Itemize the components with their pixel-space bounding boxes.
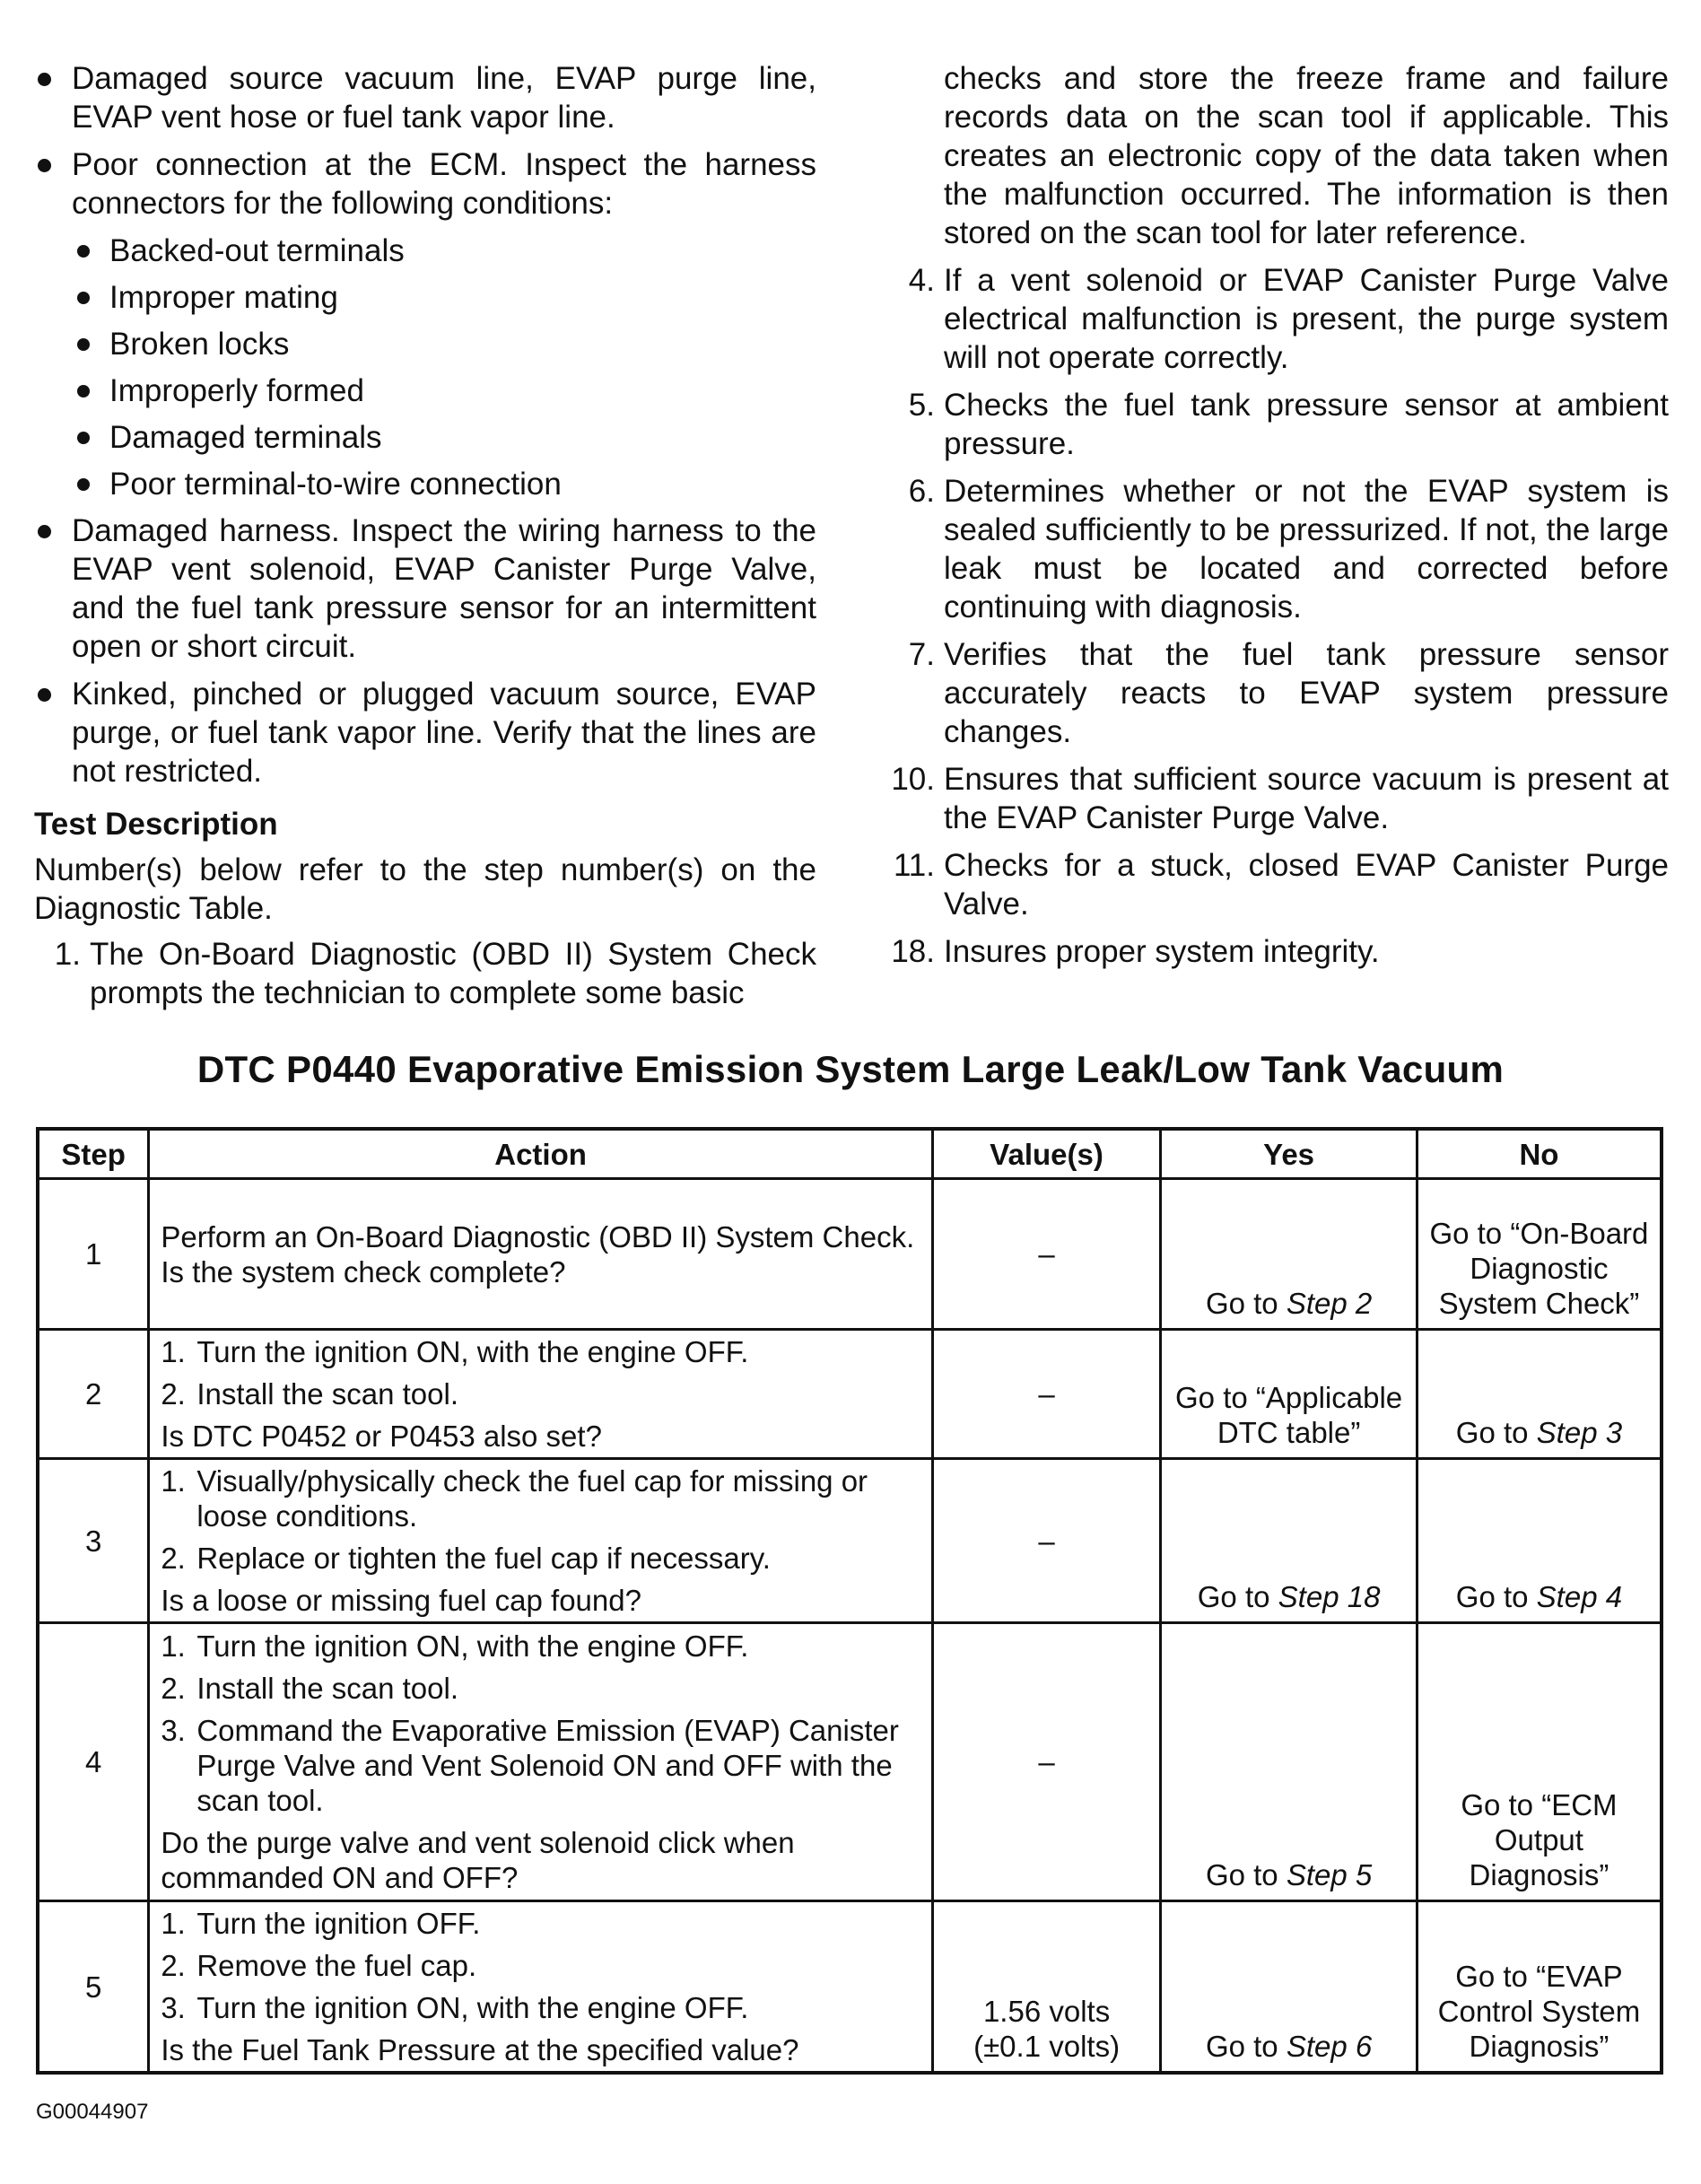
yes-cell: Go to “Applicable DTC table” [1161,1330,1418,1459]
sub-bullet-item: Improper mating [34,278,816,317]
step-ref: Step 6 [1286,2030,1373,2063]
sub-bullet-item: Damaged terminals [34,418,816,457]
sub-bullet-item: Poor terminal-to-wire connection [34,465,816,503]
action-cell [149,1623,933,1901]
action-step-text: Turn the ignition ON, with the engine OFF. [196,1335,749,1368]
item-text: Ensures that sufficient source vacuum is present at the EVAP Canister Purge Valve. [944,762,1669,835]
numbered-item [888,846,1669,923]
condition-list [34,232,816,503]
table-header-row [38,1129,1662,1179]
item-text: Checks the fuel tank pressure sensor at ambient pressure. [944,388,1669,461]
header-action: Action [149,1129,933,1179]
action-step-number: 1. [161,1464,186,1498]
item-number: 10. [891,762,935,797]
action-step-text: Replace or tighten the fuel cap if necessary. [196,1542,771,1575]
item-number: 5. [908,388,935,423]
no-cell: Go to “EVAP Control System Diagnosis” [1417,1901,1662,2074]
no-cell [1417,1459,1662,1623]
action-step [161,1671,920,1706]
action-step-text: Remove the fuel cap. [196,1949,477,1982]
action-question: Do the purge valve and vent solenoid click when commanded ON and OFF? [161,1826,795,1894]
step-number: 1 [38,1179,149,1330]
table-row [38,1623,1662,1901]
value-cell: – [932,1330,1160,1459]
item-text: Insures proper system integrity. [944,934,1380,969]
action-question: Is a loose or missing fuel cap found? [161,1584,641,1617]
action-question: Is the Fuel Tank Pressure at the specified value? [161,2033,799,2066]
bullet-item: Poor connection at the ECM. Inspect the harness connectors for the following conditions: [34,145,816,223]
action-cell [149,1901,933,2074]
header-values: Value(s) [932,1129,1160,1179]
action-step [161,1629,920,1664]
step-ref: Step 4 [1536,1580,1623,1613]
table-row [38,1179,1662,1330]
no-cell: Go to “On-Board Diagnostic System Check” [1417,1179,1662,1330]
right-column [888,59,1669,980]
value-cell [932,1901,1160,2074]
value-cell: – [932,1623,1160,1901]
action-step [161,1906,920,1941]
action-step [161,1376,920,1411]
action-step [161,1713,920,1818]
no-cell: Go to “ECM Output Diagnosis” [1417,1623,1662,1901]
action-step [161,1541,920,1576]
section-heading: Test Description [34,807,278,842]
go-to-label: Go to [1205,2030,1278,2063]
header-step: Step [38,1129,149,1179]
action-cell [149,1459,933,1623]
no-cell [1417,1330,1662,1459]
value-cell: – [932,1459,1160,1623]
step-ref: Step 5 [1286,1858,1373,1891]
step-number: 3 [38,1459,149,1623]
table-row [38,1330,1662,1459]
item-number: 11. [893,848,935,883]
sub-bullet-item: Improperly formed [34,371,816,410]
numbered-item [34,935,816,1012]
action-step-number: 1. [161,1629,186,1663]
item-number: 6. [908,474,935,509]
action-cell [149,1179,933,1330]
action-step-text: Command the Evaporative Emission (EVAP) Canister Purge Valve and Vent Solenoid ON and OFF with the scan tool. [196,1714,899,1817]
action-step [161,1334,920,1369]
action-step-number: 2. [161,1672,186,1705]
action-step [161,1990,920,2025]
item-text: The On-Board Diagnostic (OBD II) System Check prompts the technician to complete some basic [90,937,816,1010]
figure-code: G00044907 [36,2100,149,2124]
action-step-number: 3. [161,1991,186,2024]
bullet-item: Damaged harness. Inspect the wiring harness to the EVAP vent solenoid, EVAP Canister Purge Valve, and the fuel tank pressure sensor for an intermittent open or short circuit. [34,511,816,666]
numbered-item [888,472,1669,626]
action-step-text: Turn the ignition ON, with the engine OFF. [196,1991,749,2024]
action-step-number: 2. [161,1949,186,1982]
yes-cell [1161,1179,1418,1330]
step-ref: Step 2 [1286,1287,1373,1320]
header-yes: Yes [1161,1129,1418,1179]
left-column [34,59,816,1021]
step-number: 2 [38,1330,149,1459]
action-step-text: Install the scan tool. [196,1377,458,1411]
continued-paragraph: checks and store the freeze frame and failure records data on the scan tool if applicable. This creates an electronic copy of the data taken when the malfunction occurred. The information is then stored on the scan tool for later reference. [944,61,1669,250]
item-number: 4. [908,263,935,298]
action-step [161,1463,920,1533]
numbered-item [888,386,1669,463]
step-number: 5 [38,1901,149,2074]
numbered-item [888,932,1669,971]
item-number: 18. [891,934,935,969]
diagnostic-table [36,1127,1663,2075]
action-question: Is the system check complete? [161,1254,566,1289]
action-step-number: 1. [161,1335,186,1368]
yes-cell [1161,1623,1418,1901]
bullet-item: Damaged source vacuum line, EVAP purge line, EVAP vent hose or fuel tank vapor line. [34,59,816,136]
numbered-item [888,635,1669,751]
action-step-text: Turn the ignition OFF. [196,1907,481,1940]
action-step-text: Turn the ignition ON, with the engine OFF. [196,1629,749,1663]
value-cell: – [932,1179,1160,1330]
action-cell [149,1330,933,1459]
action-step-text: Install the scan tool. [196,1672,458,1705]
go-to-label: Go to [1455,1416,1529,1449]
action-step-number: 2. [161,1377,186,1411]
item-text: Verifies that the fuel tank pressure sensor accurately reacts to EVAP system pressure changes. [944,637,1669,749]
sub-bullet-item: Broken locks [34,325,816,363]
intro-paragraph: Number(s) below refer to the step number(s) on the Diagnostic Table. [34,852,816,926]
numbered-item [888,760,1669,837]
table-title: DTC P0440 Evaporative Emission System Large Leak/Low Tank Vacuum [196,1048,1505,1090]
table-row [38,1901,1662,2074]
item-number: 1. [54,937,81,972]
header-no: No [1417,1129,1662,1179]
go-to-label: Go to [1205,1287,1278,1320]
item-text: If a vent solenoid or EVAP Canister Purge Valve electrical malfunction is present, the purge system will not operate correctly. [944,263,1669,375]
step-ref: Step 3 [1536,1416,1623,1449]
action-step [161,1948,920,1983]
action-line: Perform an On-Board Diagnostic (OBD II) System Check. [161,1219,915,1254]
action-step-number: 3. [161,1714,186,1747]
yes-cell [1161,1901,1418,2074]
item-text: Checks for a stuck, closed EVAP Canister Purge Valve. [944,848,1669,922]
bullet-item: Kinked, pinched or plugged vacuum source, EVAP purge, or fuel tank vapor line. Verify that the lines are not restricted. [34,675,816,791]
step-ref: Step 18 [1278,1580,1381,1613]
item-text: Determines whether or not the EVAP system is sealed sufficiently to be pressurized. If not, the large leak must be located and corrected before continuing with diagnosis. [944,474,1669,625]
go-to-label: Go to [1205,1858,1278,1891]
action-question: Is DTC P0452 or P0453 also set? [161,1420,602,1453]
go-to-label: Go to [1455,1580,1529,1613]
action-step-text: Visually/physically check the fuel cap for missing or loose conditions. [196,1464,868,1533]
table-row [38,1459,1662,1623]
value-line: 1.56 volts [982,1995,1111,2028]
numbered-item [888,261,1669,377]
sub-bullet-item: Backed-out terminals [34,232,816,270]
step-number: 4 [38,1623,149,1901]
go-to-label: Go to [1197,1580,1270,1613]
yes-cell [1161,1459,1418,1623]
value-tolerance: (±0.1 volts) [973,2030,1121,2063]
action-step-number: 1. [161,1907,186,1940]
action-step-number: 2. [161,1542,186,1575]
item-number: 7. [908,637,935,672]
